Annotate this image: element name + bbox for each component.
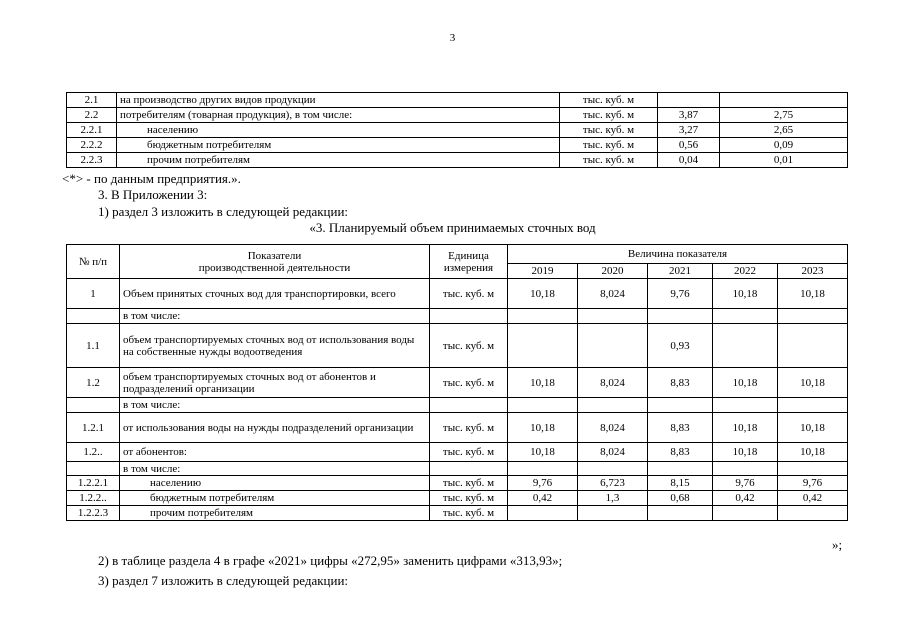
row-value: 0,93 <box>648 324 713 368</box>
row-value <box>508 506 578 521</box>
row-unit: тыс. куб. м <box>430 324 508 368</box>
header-unit-line2: измерения <box>443 261 494 274</box>
row-value: 8,83 <box>648 368 713 398</box>
row-num: 2.2.2 <box>67 138 117 153</box>
row-name: прочим потребителям <box>120 506 430 521</box>
row-name: объем транспортируемых сточных вод от абонентов и подразделений организации <box>120 368 430 398</box>
row-value: 0,42 <box>713 491 778 506</box>
row-value: 10,18 <box>508 413 578 443</box>
header-indicators-line2: производственной деятельности <box>198 261 351 274</box>
row-unit: тыс. куб. м <box>560 123 658 138</box>
row-value: 10,18 <box>713 279 778 309</box>
row-value <box>648 309 713 324</box>
row-value <box>778 309 848 324</box>
row-num: 1.2.2.1 <box>67 476 120 491</box>
paragraph-appendix: 3. В Приложении 3: <box>98 187 208 202</box>
row-value <box>778 506 848 521</box>
footnote: <*> - по данным предприятия.». <box>62 171 241 186</box>
table-row <box>67 324 848 368</box>
row-value <box>778 462 848 476</box>
row-value: 1,3 <box>578 491 648 506</box>
row-num <box>67 462 120 476</box>
row-value: 8,83 <box>648 413 713 443</box>
row-value <box>778 398 848 413</box>
row-num <box>67 309 120 324</box>
row-value: 2,75 <box>720 108 848 123</box>
closing-quote: »; <box>832 537 843 552</box>
row-unit: тыс. куб. м <box>430 506 508 521</box>
row-value <box>508 462 578 476</box>
row-unit: тыс. куб. м <box>430 279 508 309</box>
row-value: 8,024 <box>578 279 648 309</box>
header-year: 2022 <box>713 264 778 279</box>
row-value: 0,04 <box>658 153 720 168</box>
row-num: 1.2.. <box>67 443 120 462</box>
row-name: объем транспортируемых сточных вод от использования воды на собственные нужды водоотведения <box>120 324 430 368</box>
page-number: 3 <box>449 32 456 44</box>
row-value: 10,18 <box>713 368 778 398</box>
header-year: 2023 <box>778 264 848 279</box>
row-value <box>713 506 778 521</box>
table-wastewater <box>66 244 848 521</box>
header-indicators <box>120 245 430 279</box>
row-num: 1.1 <box>67 324 120 368</box>
row-value: 10,18 <box>508 368 578 398</box>
row-value <box>778 324 848 368</box>
row-unit <box>430 462 508 476</box>
row-name: от абонентов: <box>120 443 430 462</box>
table-row <box>67 108 848 123</box>
row-value: 3,87 <box>658 108 720 123</box>
row-num <box>67 398 120 413</box>
row-unit: тыс. куб. м <box>430 368 508 398</box>
row-name: потребителям (товарная продукция), в том числе: <box>117 108 560 123</box>
paragraph-table4: 2) в таблице раздела 4 в графе «2021» цифры «272,95» заменить цифрами «313,93»; <box>98 553 563 568</box>
row-unit: тыс. куб. м <box>430 413 508 443</box>
header-value-group: Величина показателя <box>508 245 848 264</box>
row-value: 0,42 <box>778 491 848 506</box>
row-num: 2.2.1 <box>67 123 117 138</box>
row-value <box>713 398 778 413</box>
row-value: 8,024 <box>578 413 648 443</box>
row-value: 10,18 <box>508 279 578 309</box>
row-value: 0,01 <box>720 153 848 168</box>
header-year: 2019 <box>508 264 578 279</box>
row-value <box>713 309 778 324</box>
row-num: 2.1 <box>67 93 117 108</box>
table-row <box>67 138 848 153</box>
header-year: 2020 <box>578 264 648 279</box>
row-value <box>648 398 713 413</box>
table-row <box>67 93 848 108</box>
row-value <box>648 506 713 521</box>
row-unit: тыс. куб. м <box>560 138 658 153</box>
row-name: населению <box>117 123 560 138</box>
row-unit <box>430 309 508 324</box>
row-value: 8,024 <box>578 443 648 462</box>
table-row <box>67 398 848 413</box>
row-name: в том числе: <box>120 398 430 413</box>
row-value: 9,76 <box>508 476 578 491</box>
row-num: 1.2 <box>67 368 120 398</box>
table-row <box>67 153 848 168</box>
table-row <box>67 506 848 521</box>
table-row <box>67 443 848 462</box>
row-unit: тыс. куб. м <box>430 491 508 506</box>
paragraph-section3: 1) раздел 3 изложить в следующей редакции: <box>98 204 349 219</box>
row-value: 10,18 <box>778 279 848 309</box>
row-value <box>578 324 648 368</box>
row-value: 8,83 <box>648 443 713 462</box>
table-row <box>67 123 848 138</box>
row-num: 1 <box>67 279 120 309</box>
table-row <box>67 476 848 491</box>
table-row <box>67 462 848 476</box>
header-unit-line1: Единица <box>448 249 489 262</box>
row-name: в том числе: <box>120 309 430 324</box>
row-unit: тыс. куб. м <box>560 93 658 108</box>
row-value: 10,18 <box>713 443 778 462</box>
row-value: 0,09 <box>720 138 848 153</box>
row-unit <box>430 398 508 413</box>
row-name: от использования воды на нужды подразделений организации <box>120 413 430 443</box>
header-num: № п/п <box>67 245 120 279</box>
row-value <box>713 462 778 476</box>
row-value: 10,18 <box>778 368 848 398</box>
row-value: 10,18 <box>508 443 578 462</box>
table-row <box>67 491 848 506</box>
row-value: 9,76 <box>713 476 778 491</box>
row-unit: тыс. куб. м <box>430 443 508 462</box>
row-name: на производство других видов продукции <box>117 93 560 108</box>
header-unit <box>430 245 508 279</box>
row-value: 10,18 <box>713 413 778 443</box>
row-value <box>658 93 720 108</box>
row-num: 1.2.1 <box>67 413 120 443</box>
table-row <box>67 309 848 324</box>
row-value: 9,76 <box>648 279 713 309</box>
row-value <box>508 324 578 368</box>
header-indicators-line1: Показатели <box>247 249 302 262</box>
row-name: прочим потребителям <box>117 153 560 168</box>
row-name: Объем принятых сточных вод для транспортировки, всего <box>120 279 430 309</box>
row-value <box>578 309 648 324</box>
row-value: 8,024 <box>578 368 648 398</box>
table-row <box>67 279 848 309</box>
table-row <box>67 368 848 398</box>
row-value <box>648 462 713 476</box>
table-water-supply <box>66 92 848 168</box>
row-unit: тыс. куб. м <box>430 476 508 491</box>
row-num: 2.2.3 <box>67 153 117 168</box>
row-value: 10,18 <box>778 413 848 443</box>
row-name: бюджетным потребителям <box>120 491 430 506</box>
row-value: 0,56 <box>658 138 720 153</box>
row-value <box>713 324 778 368</box>
row-value: 10,18 <box>778 443 848 462</box>
row-num: 2.2 <box>67 108 117 123</box>
row-value: 9,76 <box>778 476 848 491</box>
row-value: 0,42 <box>508 491 578 506</box>
row-value <box>720 93 848 108</box>
row-unit: тыс. куб. м <box>560 108 658 123</box>
table-row <box>67 413 848 443</box>
row-value <box>578 506 648 521</box>
row-value: 0,68 <box>648 491 713 506</box>
row-num: 1.2.2.. <box>67 491 120 506</box>
row-value <box>508 309 578 324</box>
row-value: 2,65 <box>720 123 848 138</box>
header-year: 2021 <box>648 264 713 279</box>
row-unit: тыс. куб. м <box>560 153 658 168</box>
row-num: 1.2.2.3 <box>67 506 120 521</box>
row-value: 3,27 <box>658 123 720 138</box>
paragraph-section7: 3) раздел 7 изложить в следующей редакции: <box>98 573 349 588</box>
row-value <box>578 462 648 476</box>
row-value: 6,723 <box>578 476 648 491</box>
row-name: в том числе: <box>120 462 430 476</box>
row-name: бюджетным потребителям <box>117 138 560 153</box>
row-value: 8,15 <box>648 476 713 491</box>
section-heading: «3. Планируемый объем принимаемых сточных вод <box>309 220 596 235</box>
row-value <box>508 398 578 413</box>
row-name: населению <box>120 476 430 491</box>
row-value <box>578 398 648 413</box>
